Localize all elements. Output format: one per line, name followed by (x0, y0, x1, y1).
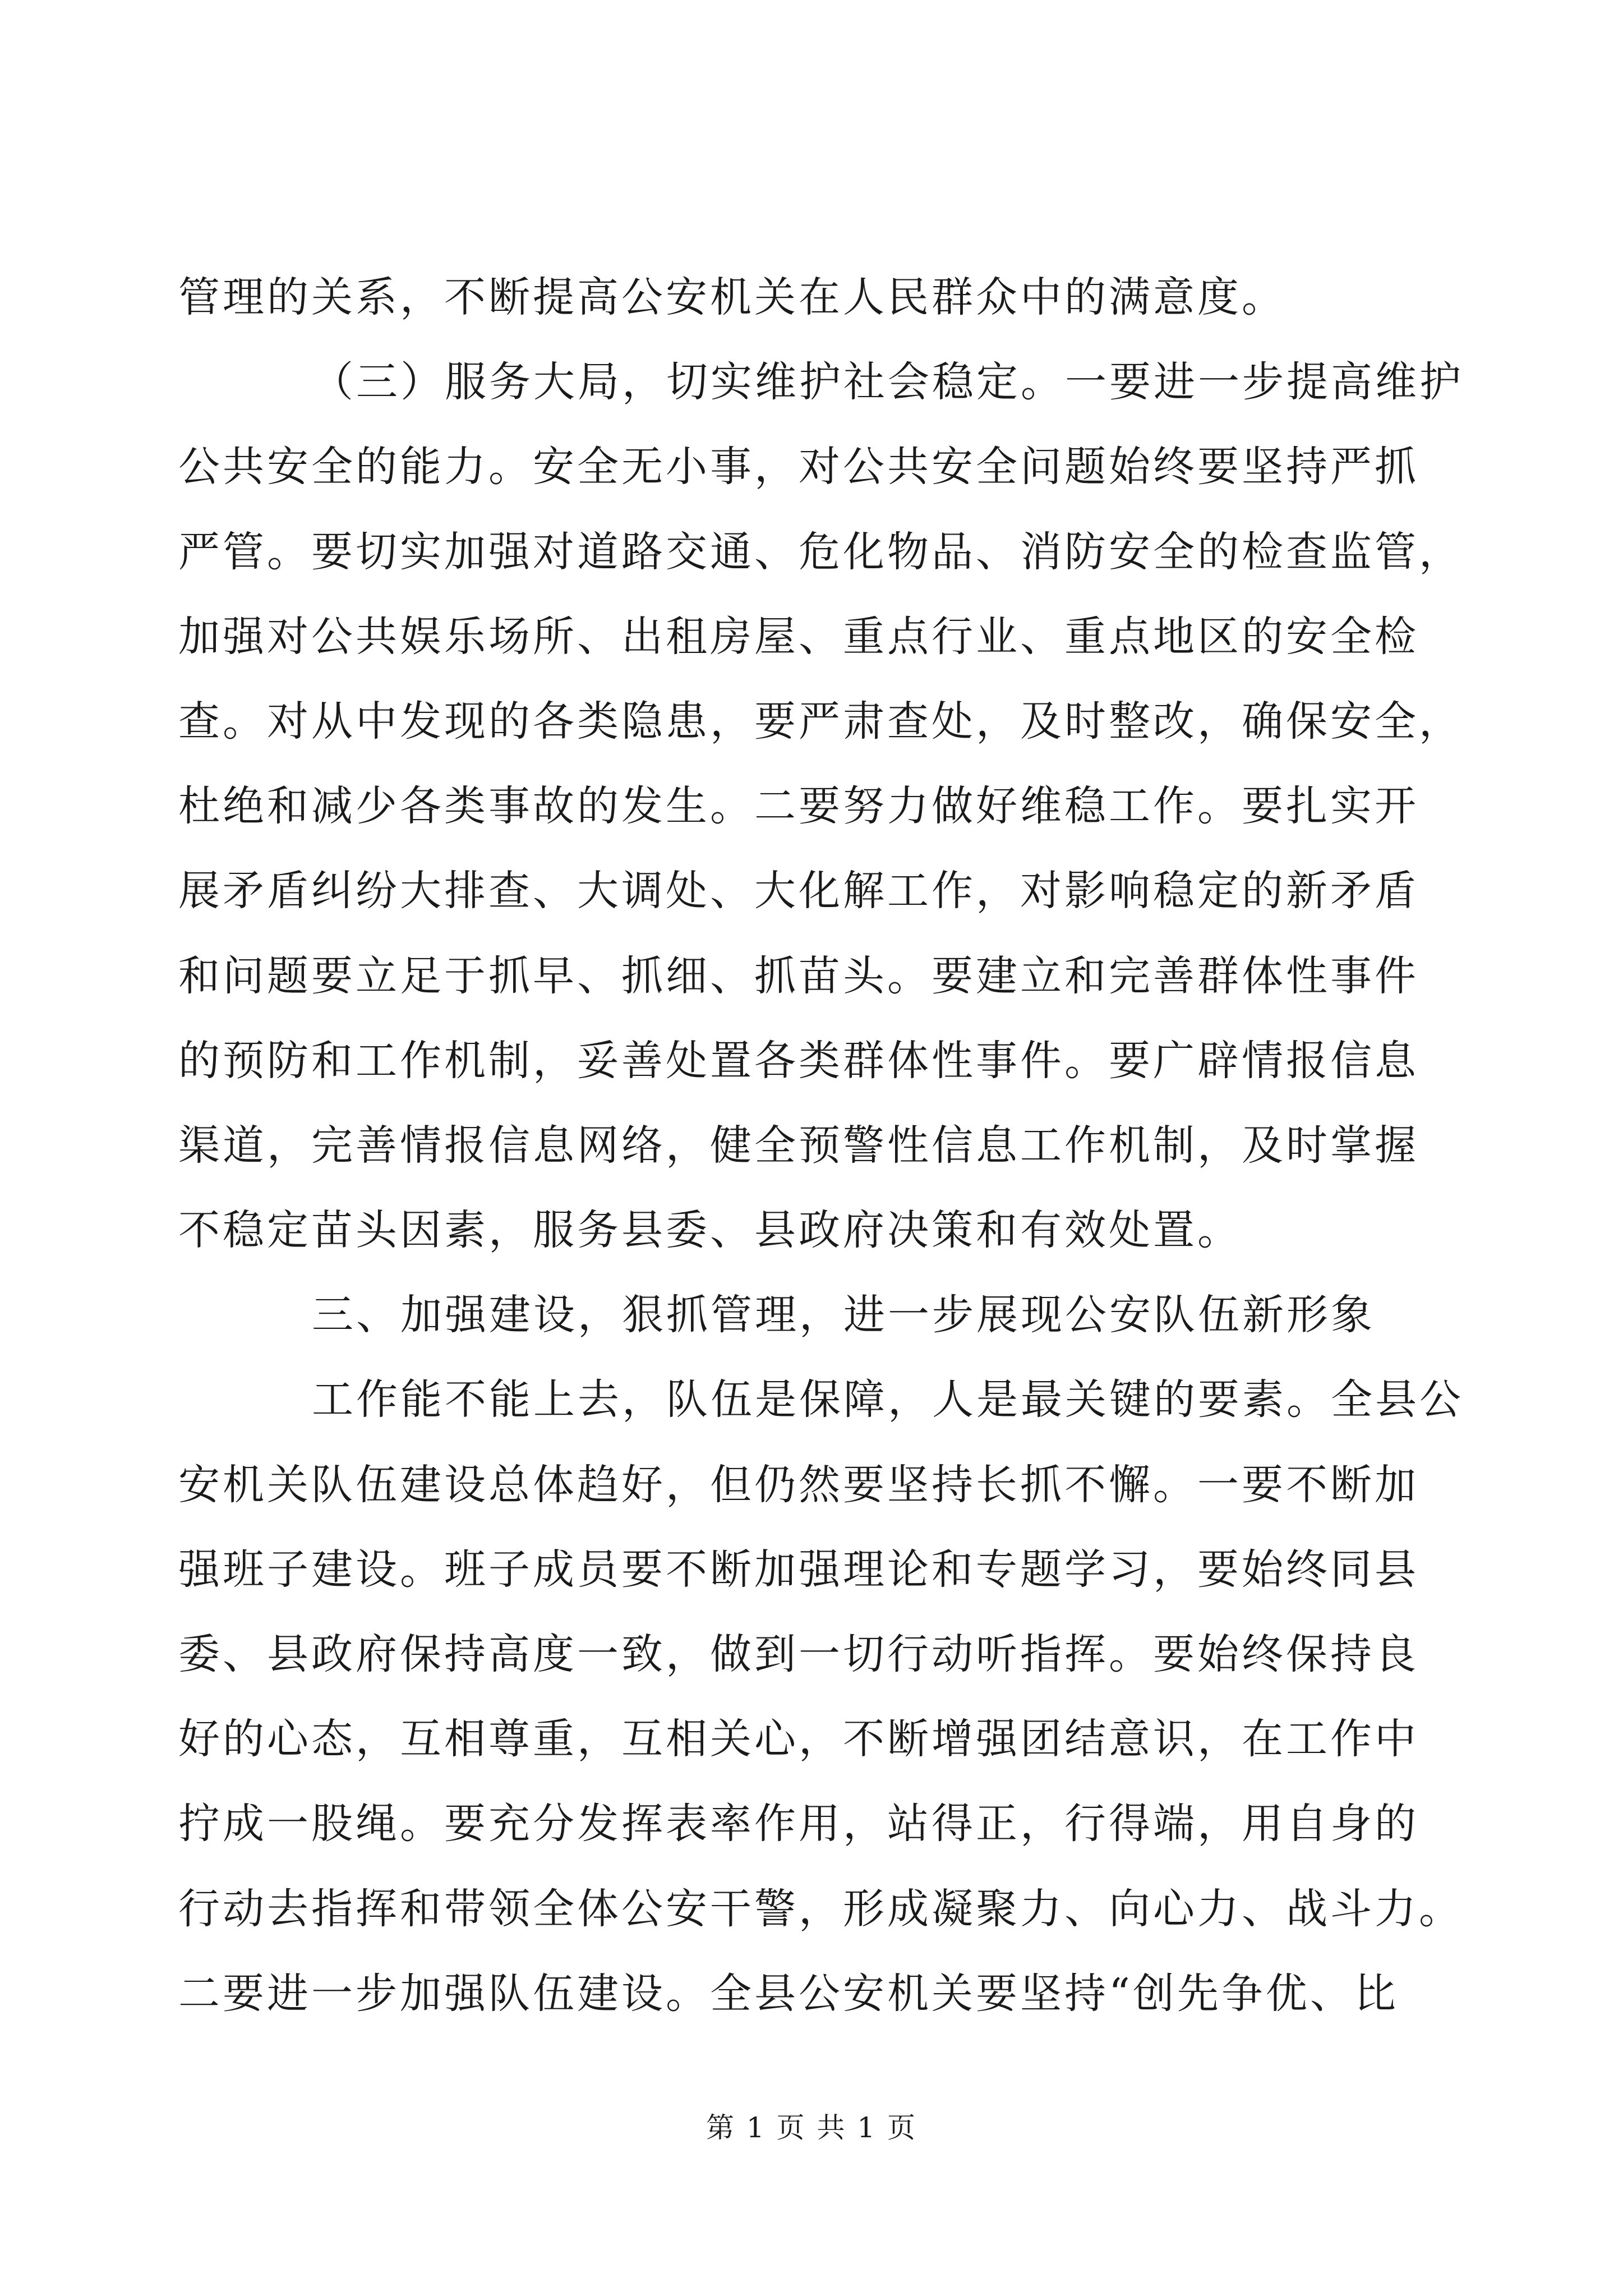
text-line: 公共安全的能力。安全无小事，对公共安全问题始终要坚持严抓 (178, 443, 1419, 491)
text-line: 强班子建设。班子成员要不断加强理论和专题学习，要始终同县 (178, 1545, 1419, 1594)
text-line: 二要进一步加强队伍建设。全县公安机关要坚持“创先争优、比 (178, 1969, 1399, 2018)
text-line: 杜绝和减少各类事故的发生。二要努力做好维稳工作。要扎实开 (178, 782, 1419, 831)
text-line: 渠道，完善情报信息网络，健全预警性信息工作机制，及时掌握 (178, 1121, 1419, 1170)
text-line: 管理的关系，不断提高公安机关在人民群众中的满意度。 (178, 273, 1286, 321)
text-line: 不稳定苗头因素，服务县委、县政府决策和有效处置。 (178, 1206, 1242, 1255)
text-line: 的预防和工作机制，妥善处置各类群体性事件。要广辟情报信息 (178, 1036, 1419, 1085)
document-body (178, 255, 1464, 2036)
text-line: 拧成一股绳。要充分发挥表率作用，站得正，行得端，用自身的 (178, 1800, 1419, 1848)
text-line: 加强对公共娱乐场所、出租房屋、重点行业、重点地区的安全检 (178, 612, 1419, 661)
text-line: 展矛盾纠纷大排查、大调处、大化解工作，对影响稳定的新矛盾 (178, 867, 1419, 915)
text-line: 委、县政府保持高度一致，做到一切行动听指挥。要始终保持良 (178, 1630, 1419, 1678)
text-line: 和问题要立足于抓早、抓细、抓苗头。要建立和完善群体性事件 (178, 951, 1419, 1000)
text-line: 行动去指挥和带领全体公安干警，形成凝聚力、向心力、战斗力。 (178, 1884, 1463, 1933)
text-line: 好的心态，互相尊重，互相关心，不断增强团结意识，在工作中 (178, 1715, 1419, 1764)
text-line: 安机关队伍建设总体趋好，但仍然要坚持长抓不懈。一要不断加 (178, 1460, 1419, 1509)
text-line: （三）服务大局，切实维护社会稳定。一要进一步提高维护 (312, 358, 1464, 407)
text-line: 查。对从中发现的各类隐患，要严肃查处，及时整改，确保安全， (178, 697, 1463, 746)
text-line: 工作能不能上去，队伍是保障，人是最关键的要素。全县公 (312, 1375, 1464, 1424)
text-line: 严管。要切实加强对道路交通、危化物品、消防安全的检查监管， (178, 527, 1463, 576)
section-heading: 三、加强建设，狠抓管理，进一步展现公安队伍新形象 (312, 1291, 1375, 1340)
page-footer: 第 1 页 共 1 页 (706, 2111, 917, 2144)
